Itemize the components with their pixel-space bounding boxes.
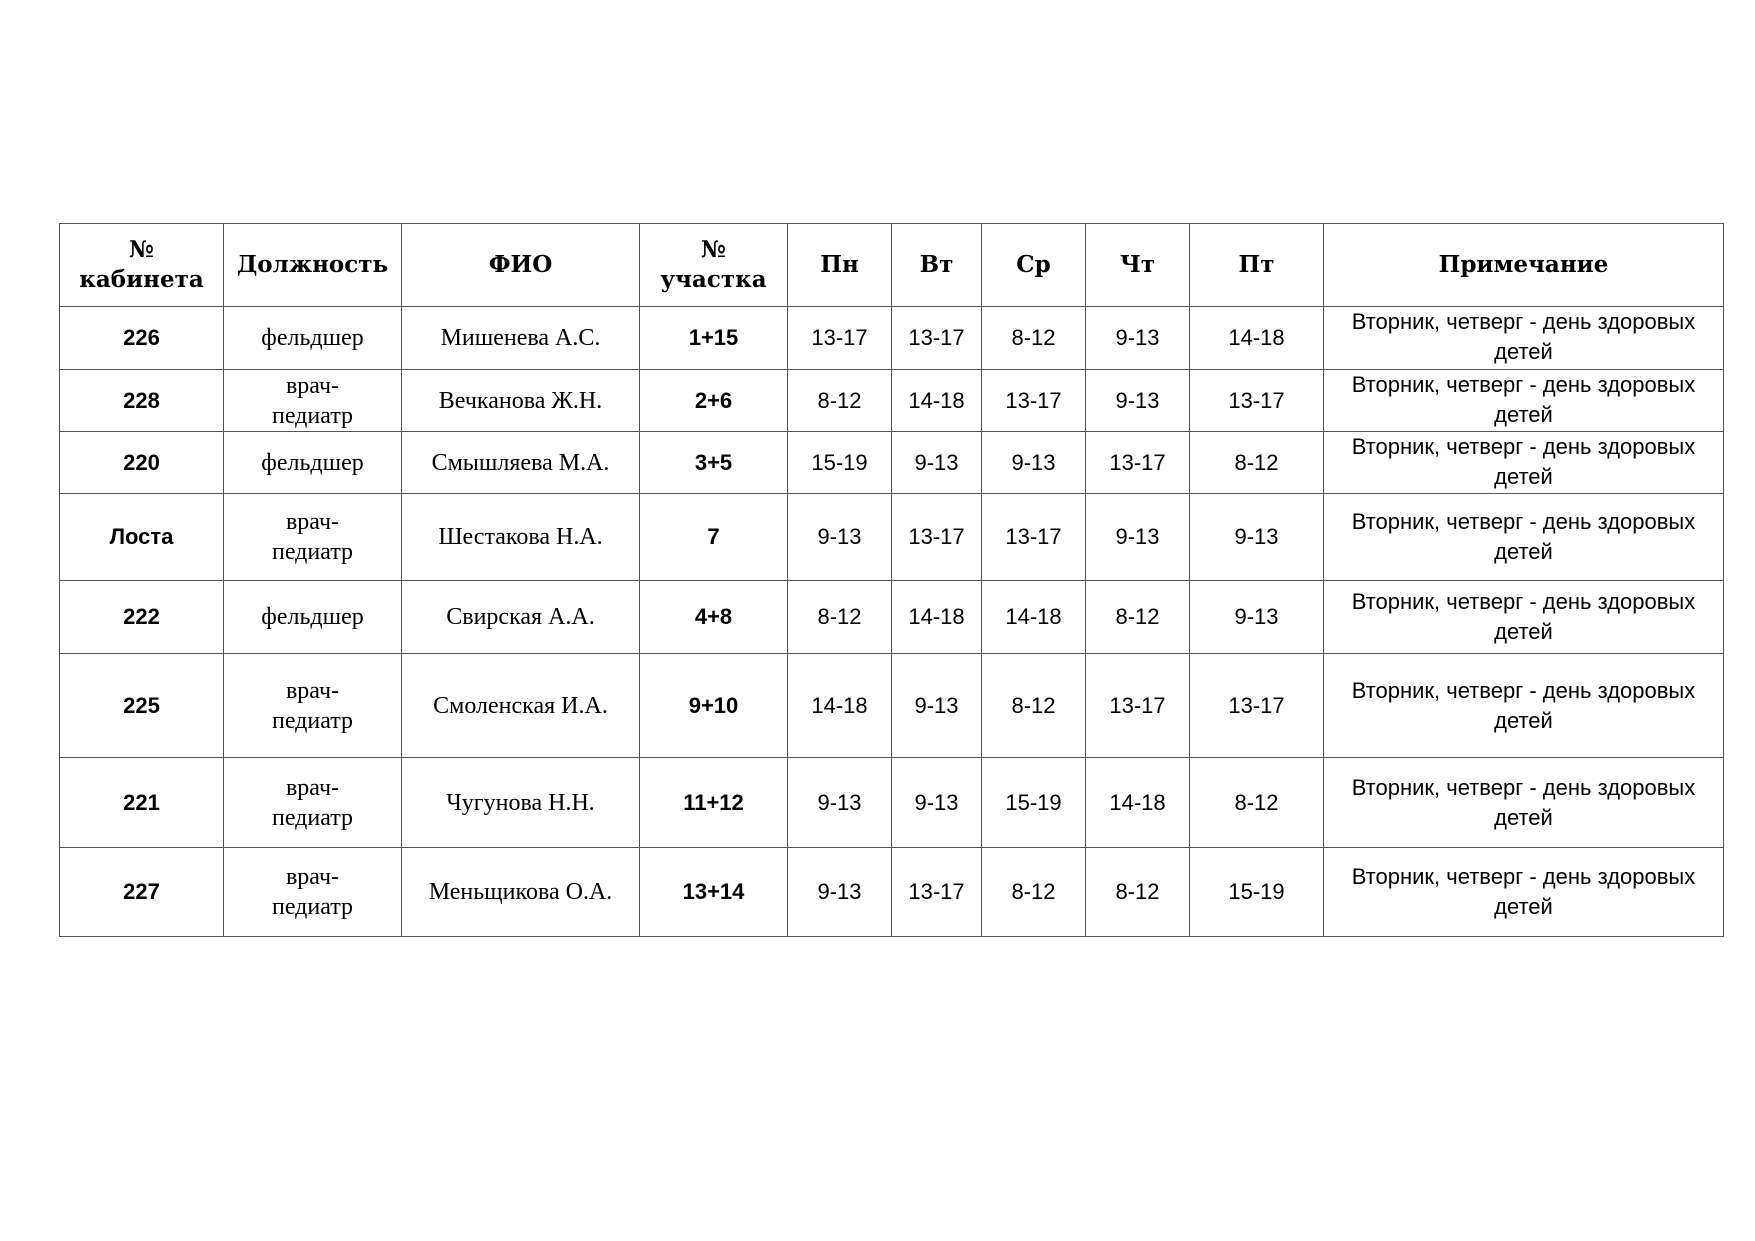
cell-wed: 8-12 bbox=[982, 848, 1086, 937]
cell-fri: 9-13 bbox=[1190, 581, 1324, 654]
header-cabinet bbox=[60, 224, 224, 307]
cell-position-line2: педиатр bbox=[271, 402, 354, 429]
cell-position-line1: врач- bbox=[285, 509, 340, 535]
header-tue: Вт bbox=[892, 224, 982, 307]
cell-note-line2: детей bbox=[1494, 619, 1553, 644]
table-row bbox=[60, 432, 1724, 494]
cell-thu: 8-12 bbox=[1086, 581, 1190, 654]
cell-fri: 13-17 bbox=[1190, 654, 1324, 758]
cell-position-line2: педиатр bbox=[271, 539, 354, 565]
header-mon: Пн bbox=[788, 224, 892, 307]
cell-fri: 14-18 bbox=[1190, 307, 1324, 370]
cell-fri: 15-19 bbox=[1190, 848, 1324, 937]
cell-note bbox=[1324, 581, 1724, 654]
cell-tue: 9-13 bbox=[892, 758, 982, 848]
cell-cabinet: 222 bbox=[60, 581, 224, 654]
cell-note-line2: детей bbox=[1494, 339, 1553, 364]
cell-wed: 9-13 bbox=[982, 432, 1086, 494]
cell-note bbox=[1324, 370, 1724, 432]
cell-fio: Смышляева М.А. bbox=[402, 432, 640, 494]
cell-note bbox=[1324, 654, 1724, 758]
cell-fri: 8-12 bbox=[1190, 758, 1324, 848]
cell-tue: 14-18 bbox=[892, 370, 982, 432]
cell-cabinet: 228 bbox=[60, 370, 224, 432]
cell-thu: 14-18 bbox=[1086, 758, 1190, 848]
header-fio: ФИО bbox=[402, 224, 640, 307]
cell-position-line1: фельдшер bbox=[261, 449, 364, 476]
table-row bbox=[60, 848, 1724, 937]
cell-note-line1: Вторник, четверг - день здоровых bbox=[1351, 864, 1696, 889]
cell-position bbox=[224, 581, 402, 654]
header-cabinet-line1: № bbox=[129, 236, 154, 263]
cell-mon: 15-19 bbox=[788, 432, 892, 494]
cell-position-line2: педиатр bbox=[271, 894, 354, 920]
cell-cabinet: 226 bbox=[60, 307, 224, 370]
cell-position-line1: врач- bbox=[285, 677, 340, 704]
cell-fio: Вечканова Ж.Н. bbox=[402, 370, 640, 432]
cell-district: 3+5 bbox=[640, 432, 788, 494]
cell-district: 11+12 bbox=[640, 758, 788, 848]
cell-wed: 8-12 bbox=[982, 654, 1086, 758]
cell-position bbox=[224, 307, 402, 370]
cell-cabinet: 221 bbox=[60, 758, 224, 848]
cell-thu: 13-17 bbox=[1086, 654, 1190, 758]
cell-note-line2: детей bbox=[1494, 464, 1553, 489]
cell-wed: 15-19 bbox=[982, 758, 1086, 848]
cell-note-line2: детей bbox=[1494, 539, 1553, 564]
cell-position bbox=[224, 494, 402, 581]
cell-thu: 9-13 bbox=[1086, 494, 1190, 581]
cell-cabinet: Лоста bbox=[60, 494, 224, 581]
cell-mon: 13-17 bbox=[788, 307, 892, 370]
cell-cabinet: 227 bbox=[60, 848, 224, 937]
header-fri: Пт bbox=[1190, 224, 1324, 307]
cell-note-line1: Вторник, четверг - день здоровых bbox=[1351, 372, 1696, 397]
cell-note-line2: детей bbox=[1494, 804, 1553, 830]
cell-note-line1: Вторник, четверг - день здоровых bbox=[1351, 509, 1696, 534]
cell-note bbox=[1324, 307, 1724, 370]
cell-note-line1: Вторник, четверг - день здоровых bbox=[1351, 589, 1696, 614]
cell-note-line1: Вторник, четверг - день здоровых bbox=[1351, 309, 1696, 334]
table-row bbox=[60, 307, 1724, 370]
header-thu: Чт bbox=[1086, 224, 1190, 307]
schedule-table bbox=[59, 223, 1724, 937]
cell-position-line1: фельдшер bbox=[261, 325, 364, 351]
cell-mon: 9-13 bbox=[788, 848, 892, 937]
table-row bbox=[60, 654, 1724, 758]
cell-district: 9+10 bbox=[640, 654, 788, 758]
cell-fri: 13-17 bbox=[1190, 370, 1324, 432]
cell-position-line1: фельдшер bbox=[261, 604, 364, 630]
cell-district: 7 bbox=[640, 494, 788, 581]
table-row bbox=[60, 370, 1724, 432]
cell-note bbox=[1324, 758, 1724, 848]
cell-note bbox=[1324, 494, 1724, 581]
cell-mon: 9-13 bbox=[788, 758, 892, 848]
cell-wed: 13-17 bbox=[982, 370, 1086, 432]
cell-position bbox=[224, 432, 402, 494]
cell-district: 2+6 bbox=[640, 370, 788, 432]
cell-fio: Шестакова Н.А. bbox=[402, 494, 640, 581]
cell-note-line2: детей bbox=[1494, 707, 1553, 733]
cell-position-line1: врач- bbox=[285, 774, 340, 801]
cell-cabinet: 220 bbox=[60, 432, 224, 494]
header-row bbox=[60, 224, 1724, 307]
cell-fio: Чугунова Н.Н. bbox=[402, 758, 640, 848]
table-row bbox=[60, 758, 1724, 848]
cell-thu: 9-13 bbox=[1086, 307, 1190, 370]
cell-wed: 14-18 bbox=[982, 581, 1086, 654]
cell-note bbox=[1324, 848, 1724, 937]
cell-district: 13+14 bbox=[640, 848, 788, 937]
cell-note-line1: Вторник, четверг - день здоровых bbox=[1351, 434, 1696, 459]
header-note: Примечание bbox=[1324, 224, 1724, 307]
cell-mon: 9-13 bbox=[788, 494, 892, 581]
cell-fio: Смоленская И.А. bbox=[402, 654, 640, 758]
cell-mon: 8-12 bbox=[788, 581, 892, 654]
cell-position bbox=[224, 848, 402, 937]
table-row bbox=[60, 581, 1724, 654]
cell-note bbox=[1324, 432, 1724, 494]
cell-fri: 8-12 bbox=[1190, 432, 1324, 494]
cell-thu: 9-13 bbox=[1086, 370, 1190, 432]
cell-mon: 8-12 bbox=[788, 370, 892, 432]
cell-thu: 13-17 bbox=[1086, 432, 1190, 494]
cell-note-line1: Вторник, четверг - день здоровых bbox=[1351, 774, 1696, 800]
cell-tue: 9-13 bbox=[892, 432, 982, 494]
cell-district: 4+8 bbox=[640, 581, 788, 654]
cell-position bbox=[224, 654, 402, 758]
cell-wed: 8-12 bbox=[982, 307, 1086, 370]
cell-tue: 13-17 bbox=[892, 307, 982, 370]
cell-fio: Мишенева А.С. bbox=[402, 307, 640, 370]
cell-tue: 13-17 bbox=[892, 848, 982, 937]
cell-fri: 9-13 bbox=[1190, 494, 1324, 581]
cell-tue: 14-18 bbox=[892, 581, 982, 654]
cell-position-line1: врач- bbox=[285, 372, 340, 399]
cell-tue: 9-13 bbox=[892, 654, 982, 758]
header-district: № участка bbox=[640, 224, 788, 307]
cell-tue: 13-17 bbox=[892, 494, 982, 581]
cell-cabinet: 225 bbox=[60, 654, 224, 758]
cell-district: 1+15 bbox=[640, 307, 788, 370]
cell-fio: Свирская А.А. bbox=[402, 581, 640, 654]
cell-note-line2: детей bbox=[1494, 402, 1553, 427]
cell-thu: 8-12 bbox=[1086, 848, 1190, 937]
cell-position bbox=[224, 370, 402, 432]
cell-note-line1: Вторник, четверг - день здоровых bbox=[1351, 677, 1696, 703]
cell-note-line2: детей bbox=[1494, 894, 1553, 919]
header-position: Должность bbox=[224, 224, 402, 307]
header-wed: Ср bbox=[982, 224, 1086, 307]
header-cabinet-line2: кабинета bbox=[79, 266, 204, 293]
cell-position-line2: педиатр bbox=[271, 804, 354, 831]
cell-position bbox=[224, 758, 402, 848]
cell-wed: 13-17 bbox=[982, 494, 1086, 581]
cell-fio: Меньщикова О.А. bbox=[402, 848, 640, 937]
table-row bbox=[60, 494, 1724, 581]
cell-position-line1: врач- bbox=[285, 864, 340, 890]
cell-mon: 14-18 bbox=[788, 654, 892, 758]
cell-position-line2: педиатр bbox=[271, 707, 354, 734]
